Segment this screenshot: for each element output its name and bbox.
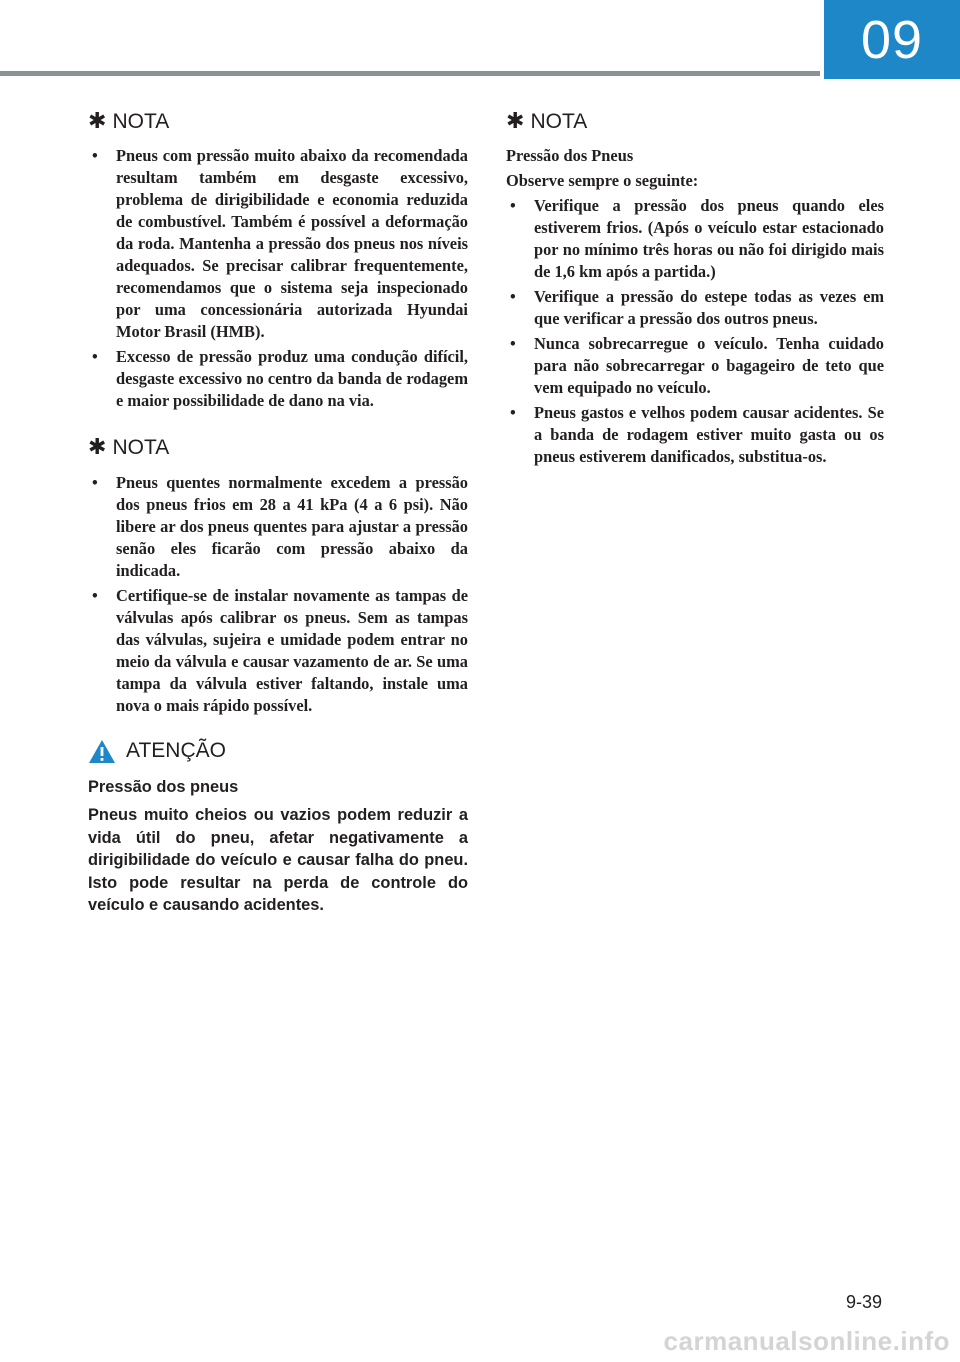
note-heading — [88, 108, 468, 134]
page-number: 9-39 — [845, 1292, 882, 1312]
warning-triangle-icon — [88, 739, 116, 764]
watermark: carmanualsonline.info — [663, 1326, 950, 1356]
note-heading — [506, 108, 884, 134]
list-item: • Verifique a pressão do estepe todas as vezes em que verificar a pressão dos outros pneus. — [506, 286, 884, 330]
list-item: • Verifique a pressão dos pneus quando eles estiverem frios. (Após o veículo estar estacionado por no mínimo três horas ou não foi dirigido mais de 1,6 km após a partida.) — [506, 195, 884, 283]
warning-subtitle: Pressão dos pneus — [88, 777, 239, 796]
note-heading-label: NOTA — [112, 109, 170, 133]
left-column — [88, 108, 468, 939]
list-item: • Certifique-se de instalar novamente as tampas de válvulas após calibrar os pneus. Sem as tampas das válvulas, sujeira e umidade podem entrar no meio da válvula e causar vazamento de ar. Se uma tampa da válvula estiver faltando, instale uma nova o mais rápido possível. — [88, 585, 468, 717]
warning-heading — [88, 739, 468, 764]
asterisk-icon: ✱ — [88, 434, 107, 460]
right-column — [506, 108, 884, 490]
list-item: • Excesso de pressão produz uma condução difícil, desgaste excessivo no centro da banda de rodagem e maior possibilidade de dano na via. — [88, 346, 468, 412]
list-item: • Pneus gastos e velhos podem causar acidentes. Se a banda de rodagem estiver muito gasta ou os pneus estiverem danificados, substitua-os. — [506, 402, 884, 468]
note-section-2 — [88, 434, 468, 716]
note-bullet-list — [88, 145, 468, 412]
note-section-3 — [506, 108, 884, 468]
asterisk-icon: ✱ — [506, 108, 525, 133]
note-heading-label: NOTA — [112, 435, 170, 459]
asterisk-icon: ✱ — [88, 108, 107, 133]
chapter-number: 09 — [860, 9, 924, 70]
note-section-1 — [88, 108, 468, 412]
header-rule — [0, 71, 820, 76]
warning-body: Pneus muito cheios ou vazios podem reduzir a vida útil do pneu, afetar negativamente a dirigibilidade do veículo e causar falha do pneu. Isto pode resultar na perda de controle do veículo e causando acidentes. — [88, 806, 468, 915]
list-item: • Nunca sobrecarregue o veículo. Tenha cuidado para não sobrecarregar o bagageiro de teto que vem equipado no veículo. — [506, 333, 884, 399]
note-intro: Observe sempre o seguinte: — [506, 171, 699, 191]
warning-heading-label: ATENÇÃO — [126, 739, 226, 763]
note-bullet-list — [506, 195, 884, 468]
list-item: • Pneus quentes normalmente excedem a pressão dos pneus frios em 28 a 41 kPa (4 a 6 psi). Não libere ar dos pneus quentes para ajustar a pressão senão eles ficarão com pressão abaixo da indicada. — [88, 472, 468, 582]
list-item: • Pneus com pressão muito abaixo da recomendada resultam também em desgaste excessivo, problema de dirigibilidade e economia reduzida de combustível. Também é possível a deformação da roda. Mantenha a pressão dos pneus nos níveis adequados. Se precisar calibrar frequentemente, recomendamos que o sistema seja inspecionado por uma concessionária autorizada Hyundai Motor Brasil (HMB). — [88, 145, 468, 343]
note-heading-label: NOTA — [530, 109, 588, 133]
note-heading — [88, 434, 468, 460]
note-subtitle: Pressão dos Pneus — [506, 146, 634, 166]
note-bullet-list — [88, 472, 468, 717]
chapter-number-tab — [824, 0, 960, 79]
warning-section — [88, 739, 468, 917]
